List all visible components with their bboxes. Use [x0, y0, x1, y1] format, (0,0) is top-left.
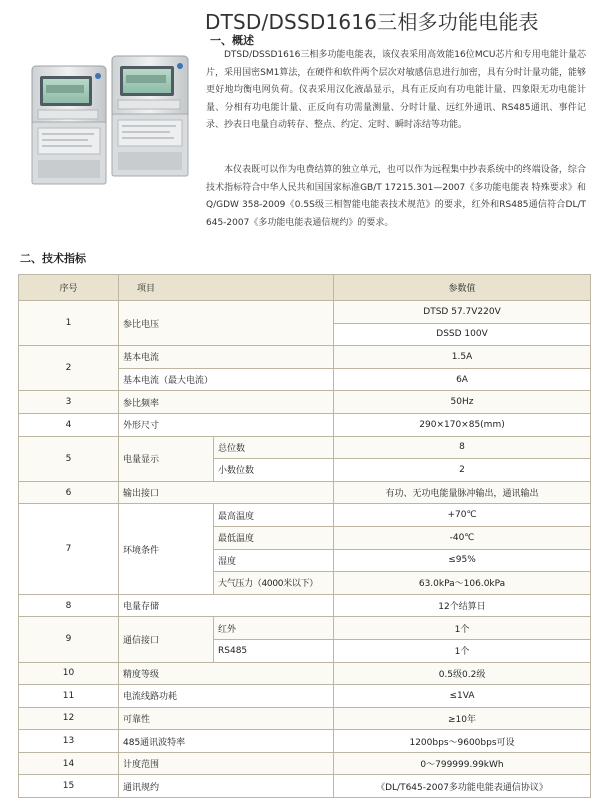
table-row [19, 413, 591, 436]
row-value: 8 [334, 436, 591, 459]
row-number: 10 [19, 662, 119, 685]
row-item: 通讯规约 [119, 775, 334, 798]
row-subitem: 大气压力（4000米以下） [214, 572, 334, 595]
row-number: 3 [19, 391, 119, 414]
row-subitem: 最低温度 [214, 526, 334, 549]
row-item: 基本电流（最大电流） [119, 368, 334, 391]
row-value: DTSD 57.7V220V [334, 301, 591, 324]
table-row [19, 662, 591, 685]
table-row [19, 775, 591, 798]
row-value: 0.5级0.2级 [334, 662, 591, 685]
row-value: ≤95% [334, 549, 591, 572]
row-subitem: 小数位数 [214, 459, 334, 482]
row-subitem: 红外 [214, 617, 334, 640]
row-value: ≥10年 [334, 707, 591, 730]
row-item: 环境条件 [119, 504, 214, 594]
table-row [19, 594, 591, 617]
row-number: 9 [19, 617, 119, 662]
row-number: 11 [19, 685, 119, 708]
row-number: 14 [19, 752, 119, 775]
table-row [19, 346, 591, 369]
row-value: 1.5A [334, 346, 591, 369]
row-value: 1个 [334, 617, 591, 640]
row-number: 12 [19, 707, 119, 730]
table-row [19, 301, 591, 324]
overview-paragraph-2: 本仪表既可以作为电费结算的独立单元，也可以作为远程集中抄表系统中的终端设备，综合技术指标符合中华人民共和国国家标准GB/T 17215.301—2007《多功能电能表 特殊要求》和Q/GDW 358-2009《0.5S级三相智能电能表技术规范》的要求，红外和RS485通信符合DL/T 645-2007《多功能电能表通信规约》的要求。 [206, 165, 586, 228]
row-value: ≤1VA [334, 685, 591, 708]
row-subitem: RS485 [214, 639, 334, 662]
row-item: 参比电压 [119, 301, 334, 346]
row-item: 输出接口 [119, 481, 334, 504]
row-value: 1200bps～9600bps可设 [334, 730, 591, 753]
row-value: 290×170×85(mm) [334, 413, 591, 436]
row-subitem: 湿度 [214, 549, 334, 572]
table-row [19, 391, 591, 414]
row-item: 参比频率 [119, 391, 334, 414]
row-value: 2 [334, 459, 591, 482]
row-value: 0～799999.99kWh [334, 752, 591, 775]
row-number: 13 [19, 730, 119, 753]
row-number: 8 [19, 594, 119, 617]
table-row [19, 685, 591, 708]
table-row [19, 617, 591, 640]
page-title: DTSD/DSSD1616三相多功能电能表 [205, 10, 539, 34]
header-no: 序号 [19, 275, 119, 301]
meter-right [112, 56, 188, 176]
row-number: 15 [19, 775, 119, 798]
row-value: 12个结算日 [334, 594, 591, 617]
row-item: 电流线路功耗 [119, 685, 334, 708]
spec-table [18, 274, 591, 798]
row-number: 7 [19, 504, 119, 594]
row-number: 2 [19, 346, 119, 391]
row-value: 6A [334, 368, 591, 391]
header-item: 项目 [119, 275, 334, 301]
row-value: DSSD 100V [334, 323, 591, 346]
table-row [19, 730, 591, 753]
table-row [19, 752, 591, 775]
row-value: -40℃ [334, 526, 591, 549]
row-subitem: 总位数 [214, 436, 334, 459]
row-value: 《DL/T645-2007多功能电能表通信协议》 [334, 775, 591, 798]
row-item: 外形尺寸 [119, 413, 334, 436]
row-value: 1个 [334, 639, 591, 662]
meter-product-photo [24, 52, 196, 194]
row-item: 电量显示 [119, 436, 214, 481]
row-value: 有功、无功电能量脉冲输出，通讯输出 [334, 481, 591, 504]
overview-paragraph-1: DTSD/DSSD1616三相多功能电能表，该仪表采用高效能16位MCU芯片和专用电能计量芯片，采用国密SM1算法，在硬件和软件两个层次对敏感信息进行加密，具有分时计量功能，能够更好地均衡电网负荷。仪表采用汉化液晶显示，具有正反向有功电能计量、四象限无功电能计量、分相有功电能计量、正反向有功需量测量、分时计量、远红外通讯、RS485通讯、事件记录、抄表日电量自动转存、整点、约定、定时、瞬时冻结等功能。 [206, 50, 586, 131]
row-item: 通信接口 [119, 617, 214, 662]
table-header-row [19, 275, 591, 301]
row-item: 485通讯波特率 [119, 730, 334, 753]
row-number: 4 [19, 413, 119, 436]
row-item: 基本电流 [119, 346, 334, 369]
meter-left [32, 66, 106, 184]
table-row [19, 504, 591, 527]
row-number: 5 [19, 436, 119, 481]
row-value: 50Hz [334, 391, 591, 414]
specs-heading: 二、技术指标 [20, 252, 86, 265]
row-item: 计度范围 [119, 752, 334, 775]
row-subitem: 最高温度 [214, 504, 334, 527]
row-number: 1 [19, 301, 119, 346]
row-value: +70℃ [334, 504, 591, 527]
header-value: 参数值 [334, 275, 591, 301]
overview-heading: 一、概述 [210, 34, 254, 47]
table-row [19, 436, 591, 459]
row-value: 63.0kPa～106.0kPa [334, 572, 591, 595]
table-row [19, 707, 591, 730]
row-item: 电量存储 [119, 594, 334, 617]
row-number: 6 [19, 481, 119, 504]
table-row [19, 481, 591, 504]
row-item: 精度等级 [119, 662, 334, 685]
row-item: 可靠性 [119, 707, 334, 730]
